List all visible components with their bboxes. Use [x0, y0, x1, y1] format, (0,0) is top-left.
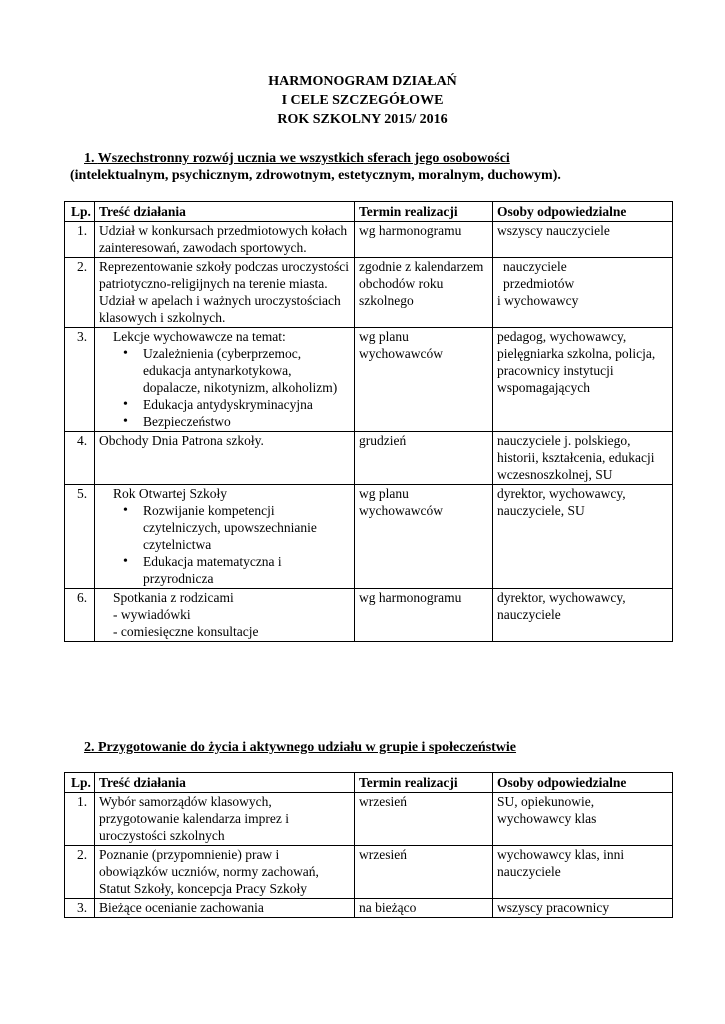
- cell-osoby: wszyscy pracownicy: [493, 899, 673, 918]
- cell-termin: wrzesień: [355, 793, 493, 846]
- table-header-row: [65, 773, 673, 793]
- list-item: • Uzależnienia (cyberprzemoc, edukacja antynarkotykowa, dopalacze, nikotynizm, alkoholizm): [143, 345, 350, 396]
- cell-tresc: Reprezentowanie szkoły podczas uroczystości patriotyczno-religijnych na terenie miasta. Udział w apelach i ważnych uroczystościach klasowych i szkolnych.: [95, 258, 355, 328]
- list-item: • Rozwijanie kompetencji czytelniczych, upowszechnianie czytelnictwa: [143, 502, 350, 553]
- section-2-heading: 2. Przygotowanie do życia i aktywnego udziału w grupie i społeczeństwie: [84, 740, 517, 755]
- cell-osoby: pedagog, wychowawcy, pielęgniarka szkolna, policja, pracownicy instytucji wspomagających: [493, 328, 673, 432]
- table-row: [65, 589, 673, 642]
- cell-termin: na bieżąco: [355, 899, 493, 918]
- cell-termin: wrzesień: [355, 846, 493, 899]
- table-row: [65, 846, 673, 899]
- column-header-termin: Termin realizacji: [355, 773, 493, 793]
- list-item: • Edukacja matematyczna i przyrodnicza: [143, 553, 350, 587]
- cell-lp: 1.: [65, 222, 95, 258]
- column-header-lp: Lp.: [65, 202, 95, 222]
- dash-item: - comiesięczne konsultacje: [113, 624, 259, 639]
- cell-termin: grudzień: [355, 432, 493, 485]
- cell-lp: 3.: [65, 899, 95, 918]
- cell-osoby: wszyscy nauczyciele: [493, 222, 673, 258]
- dash-item: - wywiadówki: [113, 607, 191, 622]
- section-1-heading: [70, 150, 704, 184]
- cell-tresc-intro: Rok Otwartej Szkoły: [113, 486, 227, 501]
- table-row: [65, 793, 673, 846]
- cell-lp: 4.: [65, 432, 95, 485]
- column-header-osoby: Osoby odpowiedzialne: [493, 773, 673, 793]
- cell-osoby: dyrektor, wychowawcy, nauczyciele, SU: [493, 485, 673, 589]
- column-header-termin: Termin realizacji: [355, 202, 493, 222]
- cell-tresc: Poznanie (przypomnienie) praw i obowiązków uczniów, normy zachowań, Statut Szkoły, koncepcja Pracy Szkoły: [95, 846, 355, 899]
- cell-tresc: Udział w konkursach przedmiotowych kołach zainteresowań, zawodach sportowych.: [95, 222, 355, 258]
- section-1-title: Wszechstronny rozwój ucznia we wszystkich sferach jego osobowości: [97, 151, 510, 166]
- table-row: [65, 485, 673, 589]
- table-row: [65, 328, 673, 432]
- cell-lp: 6.: [65, 589, 95, 642]
- table-row: [65, 899, 673, 918]
- section-1-table: [64, 201, 673, 642]
- cell-termin: wg harmonogramu: [355, 222, 493, 258]
- cell-tresc: Obchody Dnia Patrona szkoły.: [95, 432, 355, 485]
- cell-osoby: dyrektor, wychowawcy, nauczyciele: [493, 589, 673, 642]
- section-2-table: [64, 772, 673, 918]
- list-item: • Bezpieczeństwo: [143, 413, 350, 430]
- cell-termin: wg planu wychowawców: [355, 328, 493, 432]
- cell-lp: 2.: [65, 258, 95, 328]
- cell-termin: wg planu wychowawców: [355, 485, 493, 589]
- cell-tresc-intro: Lekcje wychowawcze na temat:: [113, 329, 286, 344]
- bullet-list: [99, 345, 350, 430]
- table-header-row: [65, 202, 673, 222]
- column-header-lp: Lp.: [65, 773, 95, 793]
- column-header-tresc: Treść działania: [95, 202, 355, 222]
- cell-tresc: [95, 328, 355, 432]
- cell-tresc: [95, 589, 355, 642]
- osoby-line: i wychowawcy: [497, 293, 579, 308]
- cell-termin: zgodnie z kalendarzem obchodów roku szkolnego: [355, 258, 493, 328]
- column-header-osoby: Osoby odpowiedzialne: [493, 202, 673, 222]
- title-line-2: I CELE SZCZEGÓŁOWE: [281, 93, 444, 108]
- osoby-line: przedmiotów: [503, 276, 575, 291]
- section-1-number: 1.: [84, 151, 95, 166]
- cell-lp: 1.: [65, 793, 95, 846]
- list-item: • Edukacja antydyskryminacyjna: [143, 396, 350, 413]
- bullet-list: [99, 502, 350, 587]
- cell-osoby: SU, opiekunowie, wychowawcy klas: [493, 793, 673, 846]
- table-row: [65, 222, 673, 258]
- table-row: [65, 432, 673, 485]
- cell-lp: 2.: [65, 846, 95, 899]
- osoby-line: nauczyciele: [503, 259, 567, 274]
- cell-tresc-intro: Spotkania z rodzicami: [113, 590, 234, 605]
- cell-tresc: Bieżące ocenianie zachowania: [95, 899, 355, 918]
- section-1-subtitle: (intelektualnym, psychicznym, zdrowotnym, estetycznym, moralnym, duchowym).: [70, 168, 561, 183]
- cell-osoby: [493, 258, 673, 328]
- column-header-tresc: Treść działania: [95, 773, 355, 793]
- table-row: [65, 258, 673, 328]
- cell-osoby: wychowawcy klas, inni nauczyciele: [493, 846, 673, 899]
- cell-termin: wg harmonogramu: [355, 589, 493, 642]
- cell-tresc: [95, 485, 355, 589]
- title-line-3: ROK SZKOLNY 2015/ 2016: [277, 112, 448, 127]
- cell-osoby: nauczyciele j. polskiego, historii, kształcenia, edukacji wczesnoszkolnej, SU: [493, 432, 673, 485]
- cell-lp: 5.: [65, 485, 95, 589]
- cell-lp: 3.: [65, 328, 95, 432]
- title-line-1: HARMONOGRAM DZIAŁAŃ: [268, 74, 457, 89]
- cell-tresc: Wybór samorządów klasowych, przygotowanie kalendarza imprez i uroczystości szkolnych: [95, 793, 355, 846]
- document-title: [0, 72, 725, 129]
